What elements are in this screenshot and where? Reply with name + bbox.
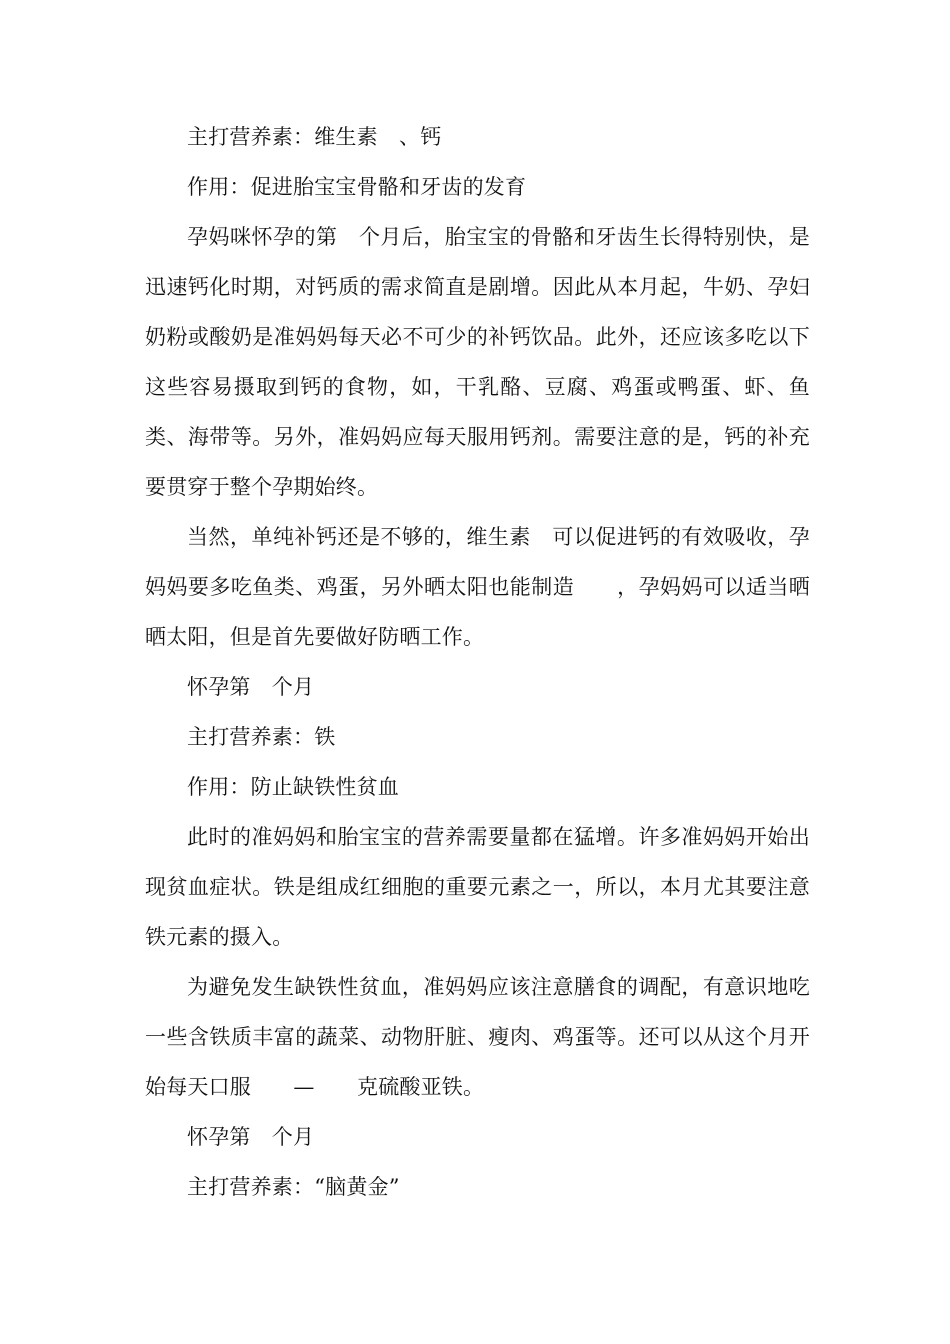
paragraph-month-heading: 怀孕第 个月 <box>187 675 315 699</box>
paragraph-iron-demand: 此时的准妈妈和胎宝宝的营养需要量都在猛增。许多准妈妈开始出现贫血症状。铁是组成红细胞的重要元素之一，所以，本月尤其要注意铁元素的摄入。 <box>145 825 810 949</box>
document-body <box>145 112 810 1212</box>
paragraph-vitamin-d-absorption: 当然，单纯补钙还是不够的，维生素 可以促进钙的有效吸收，孕妈妈要多吃鱼类、鸡蛋，另外晒太阳也能制造 ，孕妈妈可以适当晒晒太阳，但是首先要做好防晒工作。 <box>145 525 810 649</box>
paragraph-iron-diet: 为避免发生缺铁性贫血，准妈妈应该注意膳食的调配，有意识地吃一些含铁质丰富的蔬菜、动物肝脏、瘦肉、鸡蛋等。还可以从这个月开始每天口服 — 克硫酸亚铁。 <box>145 975 810 1099</box>
paragraph-calcium-intake: 孕妈咪怀孕的第 个月后，胎宝宝的骨骼和牙齿生长得特别快，是迅速钙化时期，对钙质的需求简直是剧增。因此从本月起，牛奶、孕妇奶粉或酸奶是准妈妈每天必不可少的补钙饮品。此外，还应该多吃以下这些容易摄取到钙的食物，如，干乳酪、豆腐、鸡蛋或鸭蛋、虾、鱼类、海带等。另外，准妈妈应每天服用钙剂。需要注意的是，钙的补充要贯穿于整个孕期始终。 <box>145 225 810 499</box>
paragraph-main-nutrient-brain-gold: 主打营养素：“脑黄金” <box>187 1175 400 1199</box>
paragraph-month-heading-next: 怀孕第 个月 <box>187 1125 315 1149</box>
paragraph-effect-bone-teeth: 作用：促进胎宝宝骨骼和牙齿的发育 <box>187 175 527 199</box>
paragraph-effect-anemia: 作用：防止缺铁性贫血 <box>187 775 399 799</box>
paragraph-main-nutrient-iron: 主打营养素：铁 <box>187 725 336 749</box>
paragraph-main-nutrient-vitd-calcium: 主打营养素：维生素 、钙 <box>187 125 442 149</box>
